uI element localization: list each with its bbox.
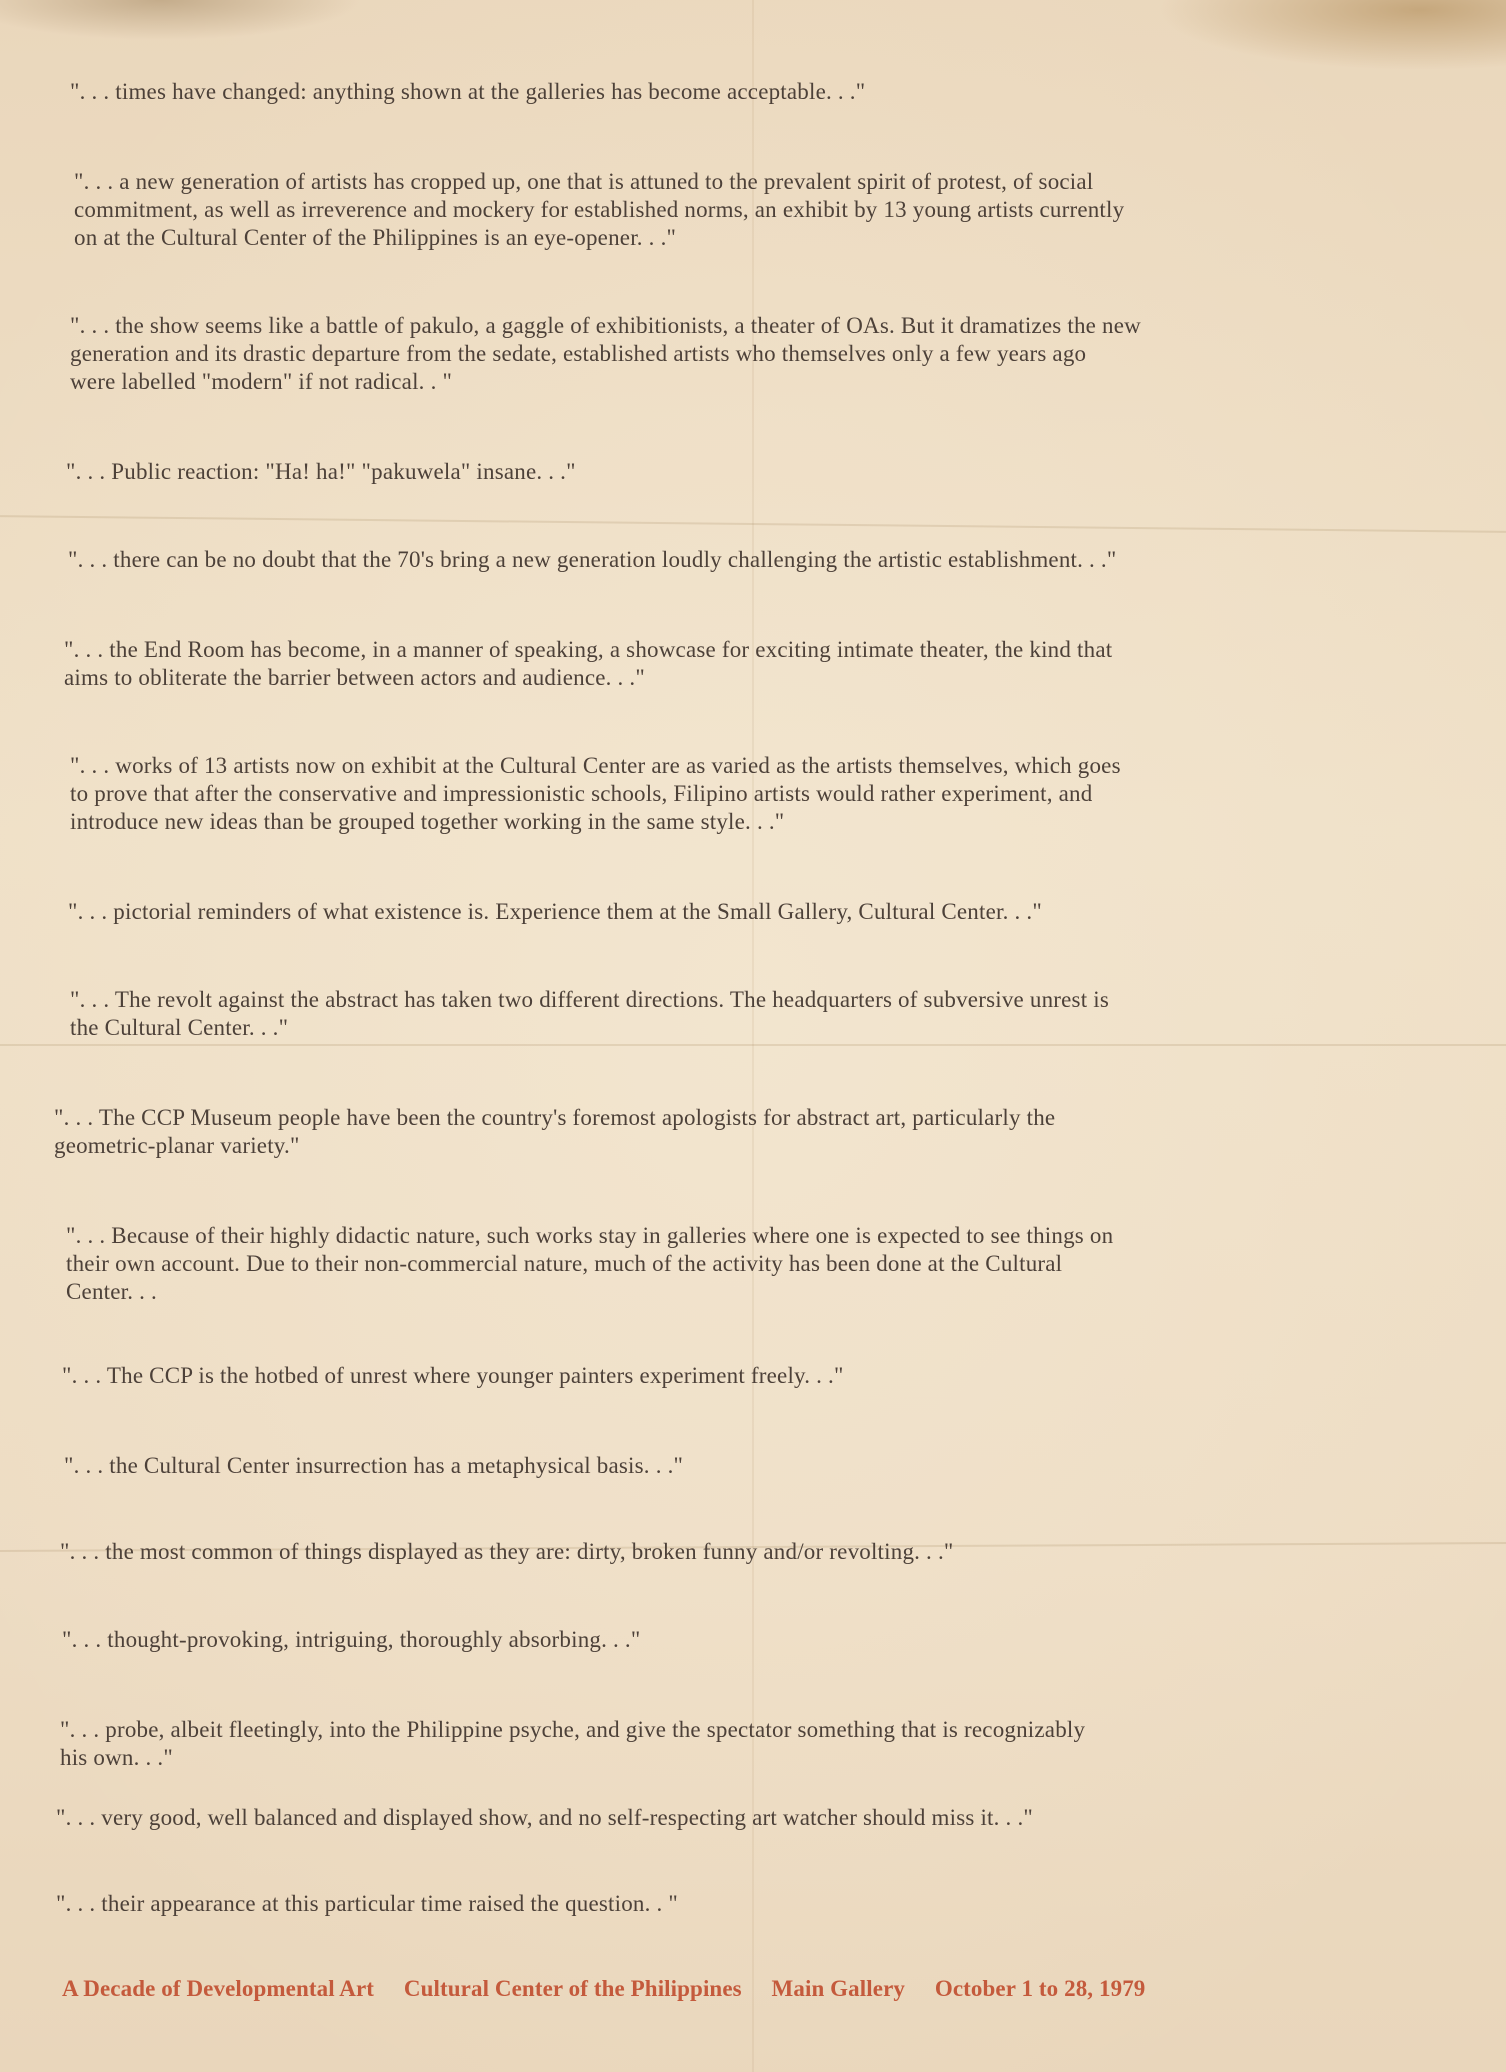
exhibit-title: A Decade of Developmental Art [62, 1976, 375, 2001]
quote-8 [68, 898, 1042, 926]
quote-line: geometric-planar variety." [54, 1133, 300, 1158]
quote-2 [74, 168, 1124, 252]
quote-1 [70, 78, 865, 106]
quote-line: ". . . The revolt against the abstract has taken two different directions. The headquarters of subversive unrest is [70, 987, 1109, 1012]
quote-line: generation and its drastic departure from the sedate, established artists who themselves only a few years ago [70, 341, 1087, 366]
exhibit-gallery: Main Gallery [771, 1976, 905, 2001]
quote-line: aims to obliterate the barrier between actors and audience. . ." [64, 665, 645, 690]
quote-11 [66, 1222, 1113, 1306]
exhibit-venue: Cultural Center of the Philippines [403, 1976, 742, 2001]
quote-line: introduce new ideas than be grouped together working in the same style. . ." [70, 809, 785, 834]
quote-line: ". . . probe, albeit fleetingly, into the Philippine psyche, and give the spectator something that is recognizably [60, 1717, 1086, 1742]
quote-line: ". . . times have changed: anything shown at the galleries has become acceptable. . ." [70, 79, 866, 104]
quote-line: ". . . Public reaction: "Ha! ha!" "pakuwela" insane. . ." [66, 459, 576, 484]
quote-line: Center. . . [66, 1279, 157, 1304]
quote-line: were labelled "modern" if not radical. . " [70, 369, 453, 394]
quote-line: on at the Cultural Center of the Philippines is an eye-opener. . ." [74, 225, 677, 250]
quote-15 [62, 1626, 640, 1654]
quote-line: ". . . The CCP Museum people have been the country's foremost apologists for abstract art, particularly the [54, 1105, 1056, 1130]
quote-line: ". . . a new generation of artists has cropped up, one that is attuned to the prevalent spirit of protest, of social [74, 169, 1094, 194]
quote-line: ". . . there can be no doubt that the 70's bring a new generation loudly challenging the artistic establishment. . ." [68, 547, 1117, 572]
quote-line: ". . . pictorial reminders of what existence is. Experience them at the Small Gallery, Cultural Center. . ." [68, 899, 1042, 924]
quote-13 [64, 1452, 683, 1480]
quote-3 [70, 312, 1141, 396]
quote-5 [68, 546, 1116, 574]
quote-17 [56, 1804, 1033, 1832]
quote-10 [54, 1104, 1055, 1160]
quote-line: ". . . very good, well balanced and displayed show, and no self-respecting art watcher should miss it. . ." [56, 1805, 1033, 1830]
exhibit-dates: October 1 to 28, 1979 [934, 1976, 1146, 2001]
quote-6 [64, 636, 1112, 692]
quote-line: ". . . the Cultural Center insurrection has a metaphysical basis. . ." [64, 1453, 684, 1478]
quote-4 [66, 458, 576, 486]
quote-line: ". . . works of 13 artists now on exhibit at the Cultural Center are as varied as the artists themselves, which goes [70, 753, 1121, 778]
quote-line: his own. . ." [60, 1745, 173, 1770]
quote-line: their own account. Due to their non-commercial nature, much of the activity has been done at the Cultural [66, 1251, 1063, 1276]
quote-18 [56, 1890, 678, 1918]
quote-line: ". . . their appearance at this particular time raised the question. . " [56, 1891, 679, 1916]
quote-line: ". . . thought-provoking, intriguing, thoroughly absorbing. . ." [62, 1627, 641, 1652]
quote-line: ". . . The CCP is the hotbed of unrest where younger painters experiment freely. . ." [62, 1363, 844, 1388]
quote-line: ". . . the most common of things displayed as they are: dirty, broken funny and/or revolting. . ." [60, 1539, 954, 1564]
quote-line: ". . . the End Room has become, in a manner of speaking, a showcase for exciting intimate theater, the kind that [64, 637, 1113, 662]
quote-line: ". . . Because of their highly didactic nature, such works stay in galleries where one is expected to see things on [66, 1223, 1114, 1248]
quote-14 [60, 1538, 953, 1566]
quote-7 [70, 752, 1121, 836]
quote-line: ". . . the show seems like a battle of pakulo, a gaggle of exhibitionists, a theater of OAs. But it dramatizes the new [70, 313, 1141, 338]
quote-12 [62, 1362, 844, 1390]
quote-line: the Cultural Center. . ." [70, 1015, 289, 1040]
exhibition-footer [62, 1976, 1169, 2002]
quote-9 [70, 986, 1109, 1042]
quote-line: to prove that after the conservative and impressionistic schools, Filipino artists would rather experiment, and [70, 781, 1093, 806]
quote-16 [60, 1716, 1085, 1772]
quote-line: commitment, as well as irreverence and mockery for established norms, an exhibit by 13 young artists currently [74, 197, 1125, 222]
